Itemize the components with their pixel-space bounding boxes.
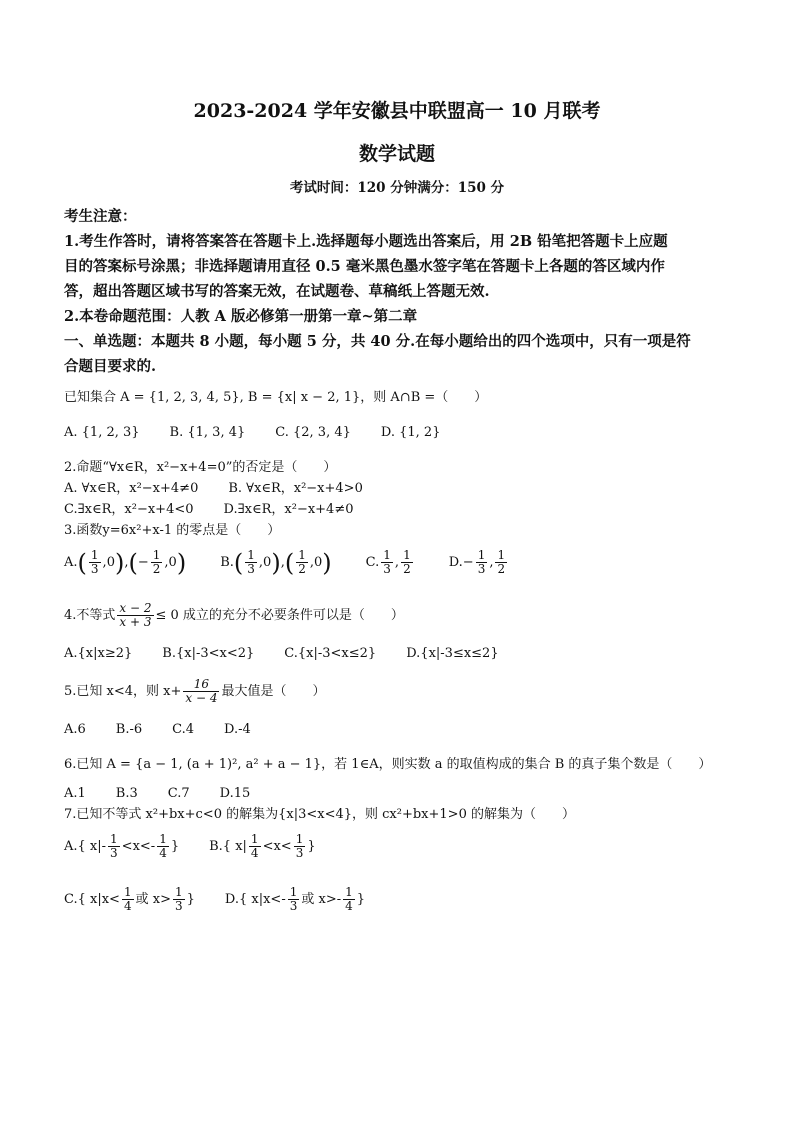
zero: 0 bbox=[168, 555, 177, 570]
notice-line-3: 答，超出答题区域书写的答案无效，在试题卷、草稿纸上答题无效. bbox=[64, 283, 490, 300]
question-1-options bbox=[64, 422, 730, 443]
comma: , bbox=[102, 555, 107, 570]
section-heading-line-2: 合题目要求的. bbox=[64, 358, 157, 375]
fraction: $\frac{1}{3}$ bbox=[295, 832, 304, 860]
zero: 0 bbox=[106, 555, 115, 570]
notice-heading: 考生注意： bbox=[64, 208, 137, 225]
question-4-stem bbox=[64, 602, 730, 629]
fraction: $\frac{1}{3}$ bbox=[90, 548, 99, 576]
option-c: C.{x|-3<x≤2} bbox=[284, 646, 377, 661]
exam-subtitle: 数学试题 bbox=[358, 143, 435, 165]
fraction: $\frac{1}{2}$ bbox=[403, 548, 411, 576]
fraction: $\frac{1}{3}$ bbox=[289, 885, 298, 913]
fraction: $\frac{x - 2}{x + 3}$ bbox=[119, 601, 152, 629]
option-a bbox=[64, 549, 186, 576]
option-b: B.-6 bbox=[115, 722, 143, 737]
question-2-options-row-1 bbox=[64, 478, 730, 499]
fraction: $\frac{1}{3}$ bbox=[477, 548, 486, 576]
option-c bbox=[366, 549, 415, 576]
option-c: C.∃x∈R，x²−x+4<0 bbox=[64, 502, 194, 517]
option-b: B.3 bbox=[115, 786, 138, 801]
comma: , bbox=[394, 555, 400, 570]
fraction: $\frac{1}{3}$ bbox=[174, 885, 183, 913]
option-label: B. bbox=[220, 555, 234, 570]
notice-block bbox=[64, 204, 730, 379]
question-7-options-row-1 bbox=[64, 833, 730, 860]
fraction: $\frac{1}{2}$ bbox=[152, 548, 161, 576]
paren: ) bbox=[114, 548, 125, 577]
fraction: $\frac{1}{4}$ bbox=[123, 885, 132, 913]
question-6-options bbox=[64, 783, 730, 804]
option-a: A. {1, 2, 3} bbox=[64, 425, 140, 440]
zero: 0 bbox=[314, 555, 323, 570]
option-c: C.{ x|x< $\frac{1}{4}$ 或 x> $\frac{1}{3}$ } bbox=[64, 885, 195, 913]
question-3 bbox=[64, 520, 730, 576]
question-7 bbox=[64, 804, 730, 913]
exam-title: 2023-2024 学年安徽县中联盟高一 10 月联考 bbox=[193, 100, 601, 122]
option-b: B. ∀x∈R，x²−x+4>0 bbox=[228, 481, 363, 496]
option-c: C.4 bbox=[172, 722, 195, 737]
stem-text: 4.不等式 bbox=[64, 608, 116, 623]
fraction: $\frac{1}{4}$ bbox=[345, 885, 353, 913]
option-d: D.{x|-3≤x≤2} bbox=[406, 646, 499, 661]
option-d bbox=[449, 549, 509, 576]
notice-line-4: 2.本卷命题范围：人教 A 版必修第一册第一章~第二章 bbox=[64, 308, 418, 325]
comma: , bbox=[258, 555, 264, 570]
minus: − bbox=[137, 555, 149, 570]
paren: ( bbox=[128, 548, 138, 577]
question-3-options bbox=[64, 549, 730, 576]
question-1 bbox=[64, 387, 730, 443]
question-4 bbox=[64, 602, 730, 664]
option-label: A. bbox=[64, 555, 78, 570]
question-3-stem: 3.函数y=6x²+x-1 的零点是（ ） bbox=[64, 523, 281, 538]
option-b: B.{ x| $\frac{1}{4}$ <x< $\frac{1}{3}$ } bbox=[209, 832, 316, 860]
fraction: $\frac{1}{4}$ bbox=[159, 832, 167, 860]
section-heading-line-1: 一、单选题：本题共 8 小题，每小题 5 分，共 40 分.在每小题给出的四个选项中，只有一项是符 bbox=[64, 333, 691, 350]
option-a: A.1 bbox=[64, 786, 86, 801]
option-a: A.6 bbox=[64, 722, 86, 737]
paren: ( bbox=[77, 548, 87, 577]
option-c: C.7 bbox=[167, 786, 190, 801]
question-2-stem: 2.命题“∀x∈R，x²−x+4=0”的否定是（ ） bbox=[64, 460, 337, 475]
option-b bbox=[220, 549, 331, 576]
question-7-stem: 7.已知不等式 x²+bx+c<0 的解集为{x|3<x<4}，则 cx²+bx+1>0 的解集为（ ） bbox=[64, 807, 575, 822]
exam-time: 考试时间：120 分钟满分：150 分 bbox=[289, 180, 505, 196]
option-d: D.∃x∈R，x²−x+4≠0 bbox=[223, 502, 354, 517]
notice-line-2: 目的答案标号涂黑；非选择题请用直径 0.5 毫米黑色墨水签字笔在答题卡上各题的答区域内作 bbox=[64, 258, 665, 275]
paren: ) bbox=[176, 548, 187, 577]
question-6-stem: 6.已知 A = {a − 1, (a + 1)², a² + a − 1}，若 1∈A，则实数 a 的取值构成的集合 B 的真子集个数是（ ） bbox=[64, 757, 712, 772]
stem-text: ≤ 0 成立的充分不必要条件可以是（ ） bbox=[155, 608, 404, 623]
question-5-stem bbox=[64, 678, 730, 705]
option-a: A.{ x|- $\frac{1}{3}$ <x<- $\frac{1}{4}$ } bbox=[64, 832, 180, 860]
comma: , bbox=[489, 555, 494, 570]
question-6 bbox=[64, 754, 730, 804]
fraction: $\frac{1}{2}$ bbox=[497, 548, 506, 576]
fraction: $\frac{1}{3}$ bbox=[247, 548, 255, 576]
zero: 0 bbox=[263, 555, 272, 570]
option-b: B.{x|-3<x<2} bbox=[162, 646, 255, 661]
question-2 bbox=[64, 457, 730, 520]
option-d: D.-4 bbox=[224, 722, 251, 737]
fraction: $\frac{1}{2}$ bbox=[298, 548, 306, 576]
question-2-options-row-2 bbox=[64, 499, 730, 520]
fraction: $\frac{1}{3}$ bbox=[383, 548, 391, 576]
comma: , bbox=[280, 555, 285, 570]
option-c: C. {2, 3, 4} bbox=[275, 425, 351, 440]
option-label: D. bbox=[448, 555, 463, 570]
fraction: $\frac{1}{4}$ bbox=[250, 832, 259, 860]
notice-line-1: 1.考生作答时，请将答案答在答题卡上.选择题每小题选出答案后，用 2B 铅笔把答题卡上应题 bbox=[64, 233, 668, 250]
comma: , bbox=[164, 555, 169, 570]
question-7-options-row-2 bbox=[64, 886, 730, 913]
option-d: D.{ x|x<- $\frac{1}{3}$ 或 x>- $\frac{1}{4}$ } bbox=[224, 885, 366, 913]
comma: , bbox=[124, 555, 129, 570]
option-d: D.15 bbox=[219, 786, 251, 801]
fraction: $\frac{16}{x - 4}$ bbox=[185, 677, 218, 705]
paren: ( bbox=[284, 548, 295, 577]
option-b: B. {1, 3, 4} bbox=[169, 425, 246, 440]
paren: ) bbox=[271, 548, 281, 577]
option-a: A. ∀x∈R，x²−x+4≠0 bbox=[64, 481, 199, 496]
question-4-options bbox=[64, 643, 730, 664]
option-d: D. {1, 2} bbox=[380, 425, 441, 440]
paren: ) bbox=[322, 548, 332, 577]
paren: ( bbox=[233, 548, 244, 577]
option-a: A.{x|x≥2} bbox=[64, 646, 133, 661]
question-1-stem: 已知集合 A = {1, 2, 3, 4, 5}, B = {x| x − 2, 1}，则 A∩B =（ ） bbox=[64, 390, 488, 405]
question-5 bbox=[64, 678, 730, 740]
stem-text: 5.已知 x<4，则 x+ bbox=[64, 684, 182, 699]
fraction: $\frac{1}{3}$ bbox=[110, 832, 118, 860]
minus: − bbox=[462, 555, 474, 570]
option-label: C. bbox=[365, 555, 380, 570]
question-5-options bbox=[64, 719, 730, 740]
stem-text: 最大值是（ ） bbox=[221, 684, 326, 699]
comma: , bbox=[309, 555, 314, 570]
